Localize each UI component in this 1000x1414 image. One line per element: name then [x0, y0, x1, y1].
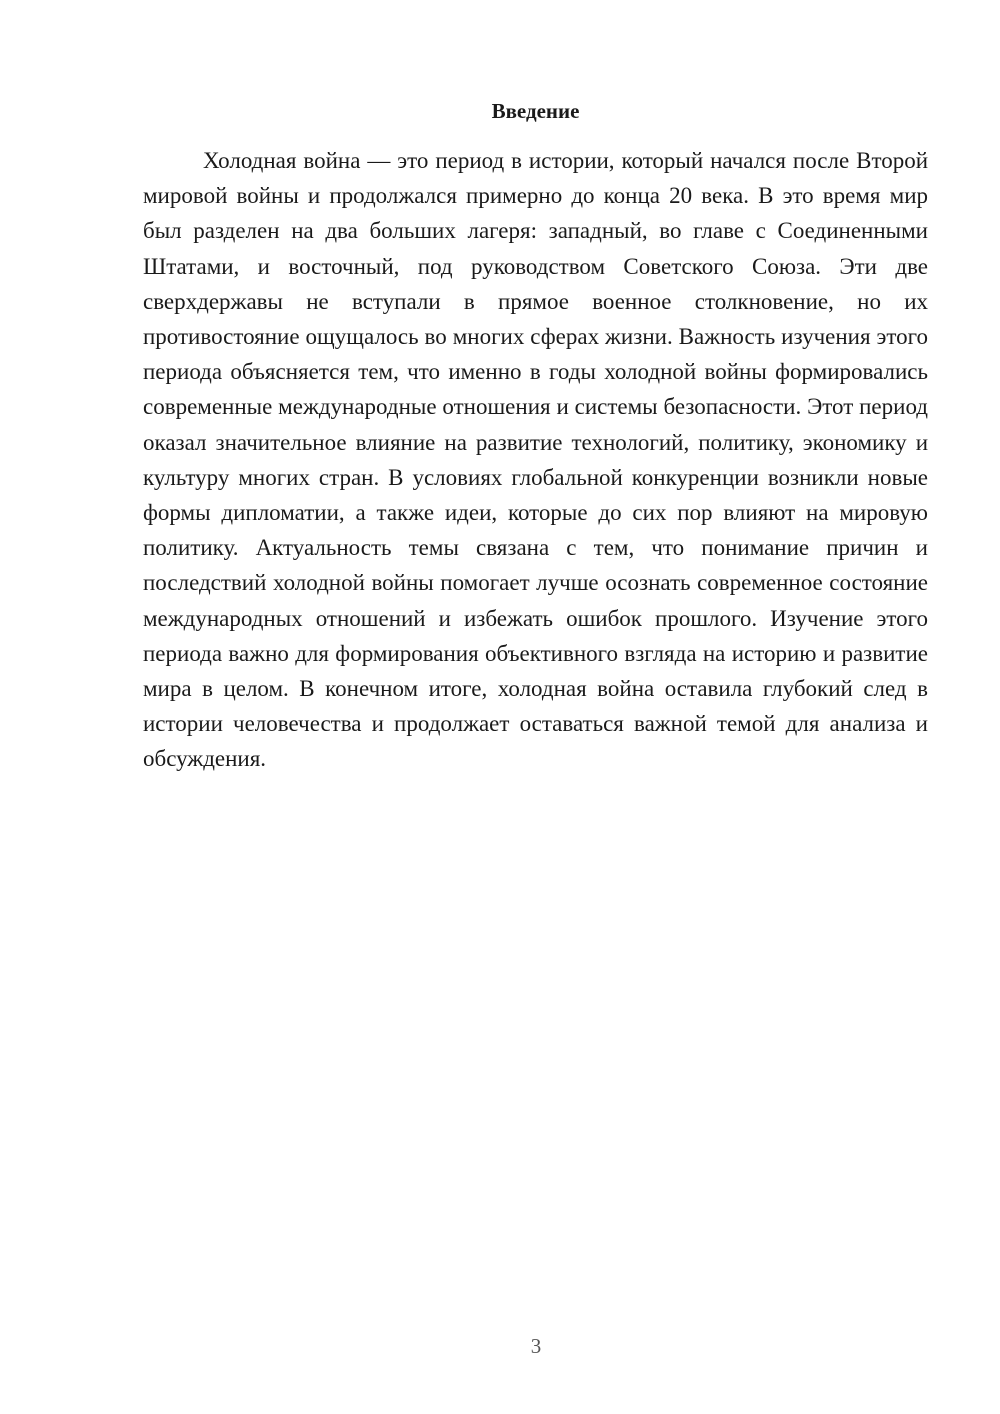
- page-number: 3: [530, 1334, 542, 1358]
- section-heading: Введение: [491, 99, 580, 123]
- body-paragraph: Холодная война — это период в истории, который начался после Второй мировой войны и продолжался примерно до конца 20 века. В это время мир был разделен на два больших лагеря: западный, во главе с Соединенными Штатами, и восточный, под руководством Советского Союза. Эти две сверхдержавы не вступали в прямое военное столкновение, но их противостояние ощущалось во многих сферах жизни. Важность изучения этого периода объясняется тем, что именно в годы холодной войны формировались современные международные отношения и системы безопасности. Этот период оказал значительное влияние на развитие технологий, политику, экономику и культуру многих стран. В условиях глобальной конкуренции возникли новые формы дипломатии, а также идеи, которые до сих пор влияют на мировую политику. Актуальность темы связана с тем, что понимание причин и последствий холодной войны помогает лучше осознать современное состояние международных отношений и избежать ошибок прошлого. Изучение этого периода важно для формирования объективного взгляда на историю и развитие мира в целом. В конечном итоге, холодная война оставила глубокий след в истории человечества и продолжает оставаться важной темой для анализа и обсуждения.: [143, 148, 928, 772]
